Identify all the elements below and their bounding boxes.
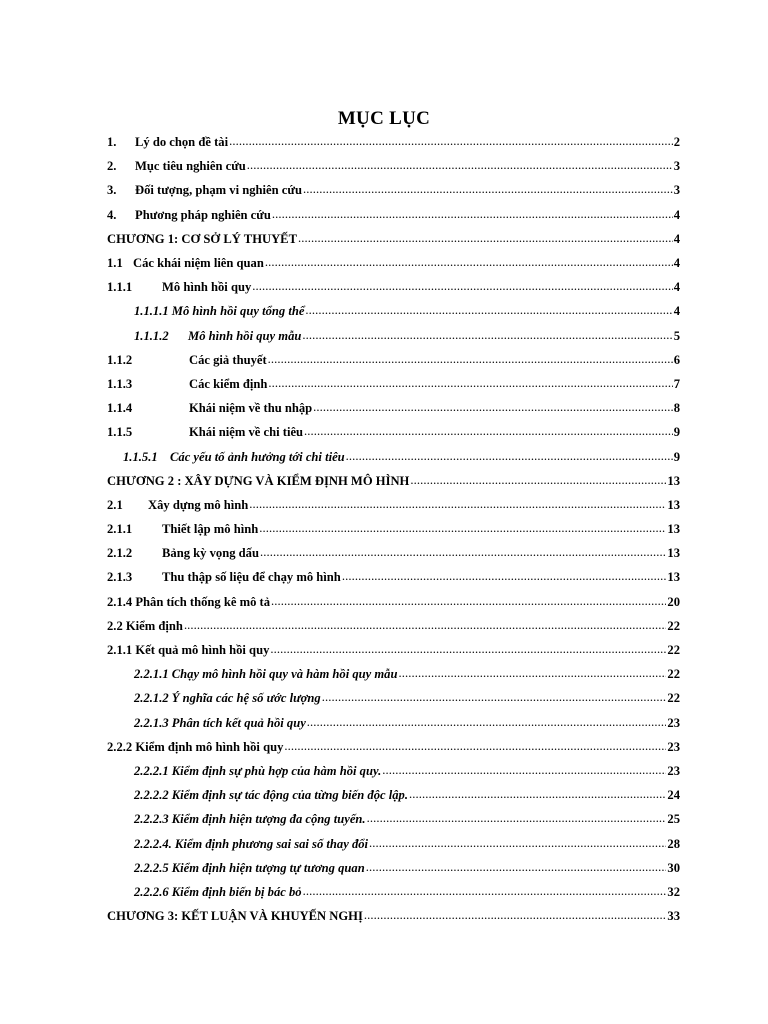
dot-leader: [346, 450, 673, 464]
dot-leader: [249, 498, 666, 512]
toc-entry[interactable]: [107, 541, 680, 565]
toc-entry-title: 2.2.2.6 Kiểm định biến bị bác bỏ: [134, 884, 302, 899]
dot-leader: [409, 788, 666, 802]
toc-entry-title: Mục tiêu nghiên cứu: [135, 159, 246, 174]
dot-leader: [367, 812, 667, 826]
toc-entry[interactable]: [107, 831, 680, 855]
toc-entry-page: 23: [667, 739, 680, 754]
toc-entry-page: 23: [667, 763, 680, 778]
toc-entry-title: 2.2.2.2 Kiểm định sự tác động của từng biến độc lập.: [134, 788, 408, 803]
toc-entry-page: 2: [673, 135, 680, 150]
dot-leader: [366, 861, 667, 875]
toc-entry-number: 2.1: [107, 497, 123, 512]
toc-entry[interactable]: [107, 299, 680, 323]
dot-leader: [303, 885, 667, 899]
dot-leader: [304, 425, 673, 439]
toc-entry-title: Các khái niệm liên quan: [133, 256, 264, 271]
toc-entry-title: 2.2.1.3 Phân tích kết quả hồi quy: [134, 715, 306, 730]
toc-entry[interactable]: [107, 178, 680, 202]
toc-entry-page: 4: [673, 207, 680, 222]
toc-entry[interactable]: [107, 686, 680, 710]
toc-entry-number: 2.: [107, 159, 117, 174]
toc-entry-title: Xây dựng mô hình: [148, 497, 249, 512]
toc-entry-title: Lý do chọn đề tài: [135, 135, 229, 150]
toc-entry-number: 1.1: [107, 256, 123, 271]
toc-entry-number: 1.1.3: [107, 376, 133, 391]
toc-entry-title: CHƯƠNG 1: CƠ SỞ LÝ THUYẾT: [107, 231, 297, 246]
toc-entry-title: 1.1.1.1 Mô hình hồi quy tổng thể: [134, 304, 305, 319]
toc-entry-page: 22: [667, 643, 680, 658]
toc-entry-number: 1.1.1: [107, 280, 133, 295]
dot-leader: [270, 643, 666, 657]
toc-entry-title: Khái niệm về chi tiêu: [189, 425, 304, 440]
toc-chapter-entry[interactable]: [107, 469, 680, 493]
toc-entry-number: 1.1.1.2: [134, 328, 169, 343]
toc-entry-title: 2.1.4 Phân tích thống kê mô tả: [107, 594, 271, 609]
dot-leader: [259, 522, 666, 536]
toc-entry-page: 4: [673, 256, 680, 271]
toc-entry[interactable]: [107, 662, 680, 686]
toc-entry-title: Khái niệm về thu nhập: [189, 401, 313, 416]
toc-entry-page: 30: [667, 860, 680, 875]
dot-leader: [298, 232, 673, 246]
toc-entry[interactable]: [107, 154, 680, 178]
toc-entry-page: 6: [673, 352, 680, 367]
toc-entry-page: 25: [667, 812, 680, 827]
toc-entry[interactable]: [107, 759, 680, 783]
toc-entry-number: 1.1.5: [107, 425, 133, 440]
toc-entry-page: 8: [673, 401, 680, 416]
dot-leader: [265, 256, 673, 270]
toc-entry-title: 2.2.1.2 Ý nghĩa các hệ số ước lượng: [134, 691, 321, 706]
toc-entry[interactable]: [107, 590, 680, 614]
toc-entry-number: 1.1.4: [107, 401, 133, 416]
dot-leader: [313, 401, 673, 415]
toc-entry[interactable]: [107, 251, 680, 275]
toc-entry-page: 24: [667, 788, 680, 803]
toc-entry-title: 2.2.1.1 Chạy mô hình hồi quy và hàm hồi quy mẫu: [134, 667, 398, 682]
dot-leader: [252, 280, 672, 294]
toc-entry-title: Bảng kỳ vọng dấu: [162, 546, 259, 561]
toc-entry-title: CHƯƠNG 3: KẾT LUẬN VÀ KHUYẾN NGHỊ: [107, 909, 363, 924]
toc-entry-title: Đối tượng, phạm vi nghiên cứu: [135, 183, 302, 198]
toc-entry-title: Mô hình hồi quy mẫu: [188, 328, 302, 343]
toc-entry-title: 2.1.1 Kết quả mô hình hồi quy: [107, 643, 270, 658]
toc-entry-page: 28: [667, 836, 680, 851]
dot-leader: [302, 329, 672, 343]
toc-entry-number: 4.: [107, 207, 117, 222]
toc-entry-page: 33: [667, 909, 680, 924]
table-of-contents: [107, 130, 680, 928]
toc-entry-page: 22: [667, 667, 680, 682]
toc-entry[interactable]: [107, 735, 680, 759]
dot-leader: [229, 135, 673, 149]
toc-entry-title: Các yếu tố ảnh hưởng tới chi tiêu: [170, 449, 345, 464]
dot-leader: [382, 764, 666, 778]
toc-entry[interactable]: [107, 517, 680, 541]
toc-entry-number: 2.1.1: [107, 522, 133, 537]
toc-entry-page: 7: [673, 376, 680, 391]
toc-entry-page: 3: [673, 159, 680, 174]
dot-leader: [271, 595, 666, 609]
toc-entry-page: 22: [667, 618, 680, 633]
dot-leader: [342, 570, 667, 584]
toc-entry-page: 22: [667, 691, 680, 706]
toc-entry[interactable]: [107, 275, 680, 299]
dot-leader: [260, 546, 666, 560]
toc-entry[interactable]: [107, 783, 680, 807]
toc-entry[interactable]: [107, 807, 680, 831]
toc-entry-title: 2.2.2 Kiểm định mô hình hồi quy: [107, 739, 284, 754]
toc-entry-title: Mô hình hồi quy: [162, 280, 252, 295]
toc-entry[interactable]: [107, 372, 680, 396]
toc-entry-number: 2.1.3: [107, 570, 133, 585]
toc-entry[interactable]: [107, 444, 680, 468]
toc-entry-title: CHƯƠNG 2 : XÂY DỰNG VÀ KIỂM ĐỊNH MÔ HÌNH: [107, 473, 410, 488]
dot-leader: [398, 667, 666, 681]
toc-chapter-entry[interactable]: [107, 904, 680, 928]
toc-entry-title: Phương pháp nghiên cứu: [135, 207, 271, 222]
toc-entry-page: 13: [667, 570, 680, 585]
toc-entry-page: 13: [667, 522, 680, 537]
toc-entry-title: 2.2 Kiểm định: [107, 618, 183, 633]
dot-leader: [268, 377, 672, 391]
toc-entry-page: 4: [673, 231, 680, 246]
dot-leader: [268, 353, 673, 367]
page-title: MỤC LỤC: [337, 108, 431, 129]
dot-leader: [322, 691, 667, 705]
toc-entry-page: 4: [673, 280, 680, 295]
toc-entry-title: Các kiểm định: [189, 376, 268, 391]
toc-entry[interactable]: [107, 203, 680, 227]
toc-entry-page: 9: [673, 425, 680, 440]
toc-entry-page: 13: [667, 497, 680, 512]
toc-entry[interactable]: [107, 130, 680, 154]
toc-entry-page: 32: [667, 884, 680, 899]
dot-leader: [305, 304, 672, 318]
toc-entry[interactable]: [107, 614, 680, 638]
toc-entry-title: 2.2.2.3 Kiểm định hiện tượng đa cộng tuyến.: [134, 812, 366, 827]
toc-entry-page: 5: [673, 328, 680, 343]
dot-leader: [307, 716, 667, 730]
toc-entry[interactable]: [107, 880, 680, 904]
toc-entry[interactable]: [107, 396, 680, 420]
dot-leader: [410, 474, 666, 488]
dot-leader: [247, 159, 673, 173]
toc-entry-number: 2.1.2: [107, 546, 133, 561]
toc-entry-title: 2.2.2.4. Kiểm định phương sai sai số thay đổi: [134, 836, 369, 851]
toc-entry[interactable]: [107, 711, 680, 735]
toc-entry[interactable]: [107, 565, 680, 589]
toc-entry-title: Thu thập số liệu để chạy mô hình: [162, 570, 341, 585]
toc-entry-number: 1.1.5.1: [123, 449, 158, 464]
dot-leader: [184, 619, 666, 633]
toc-entry-page: 20: [667, 594, 680, 609]
dot-leader: [369, 837, 666, 851]
toc-entry-page: 4: [673, 304, 680, 319]
toc-entry[interactable]: [107, 348, 680, 372]
toc-entry[interactable]: [107, 856, 680, 880]
dot-leader: [284, 740, 666, 754]
toc-entry[interactable]: [107, 638, 680, 662]
toc-entry-title: Các giả thuyết: [189, 352, 267, 367]
toc-entry-page: 9: [673, 449, 680, 464]
toc-entry[interactable]: [107, 420, 680, 444]
toc-entry-title: Thiết lập mô hình: [162, 522, 259, 537]
toc-entry[interactable]: [107, 324, 680, 348]
toc-chapter-entry[interactable]: [107, 227, 680, 251]
toc-entry[interactable]: [107, 493, 680, 517]
toc-entry-title: 2.2.2.1 Kiểm định sự phù hợp của hàm hồi quy.: [134, 763, 382, 778]
dot-leader: [364, 909, 667, 923]
toc-entry-page: 13: [667, 546, 680, 561]
toc-entry-page: 23: [667, 715, 680, 730]
dot-leader: [272, 208, 673, 222]
toc-entry-page: 13: [667, 473, 680, 488]
toc-entry-number: 1.1.2: [107, 352, 133, 367]
toc-entry-number: 1.: [107, 135, 117, 150]
toc-entry-number: 3.: [107, 183, 117, 198]
dot-leader: [303, 183, 673, 197]
toc-entry-title: 2.2.2.5 Kiểm định hiện tượng tự tương quan: [134, 860, 365, 875]
toc-entry-page: 3: [673, 183, 680, 198]
